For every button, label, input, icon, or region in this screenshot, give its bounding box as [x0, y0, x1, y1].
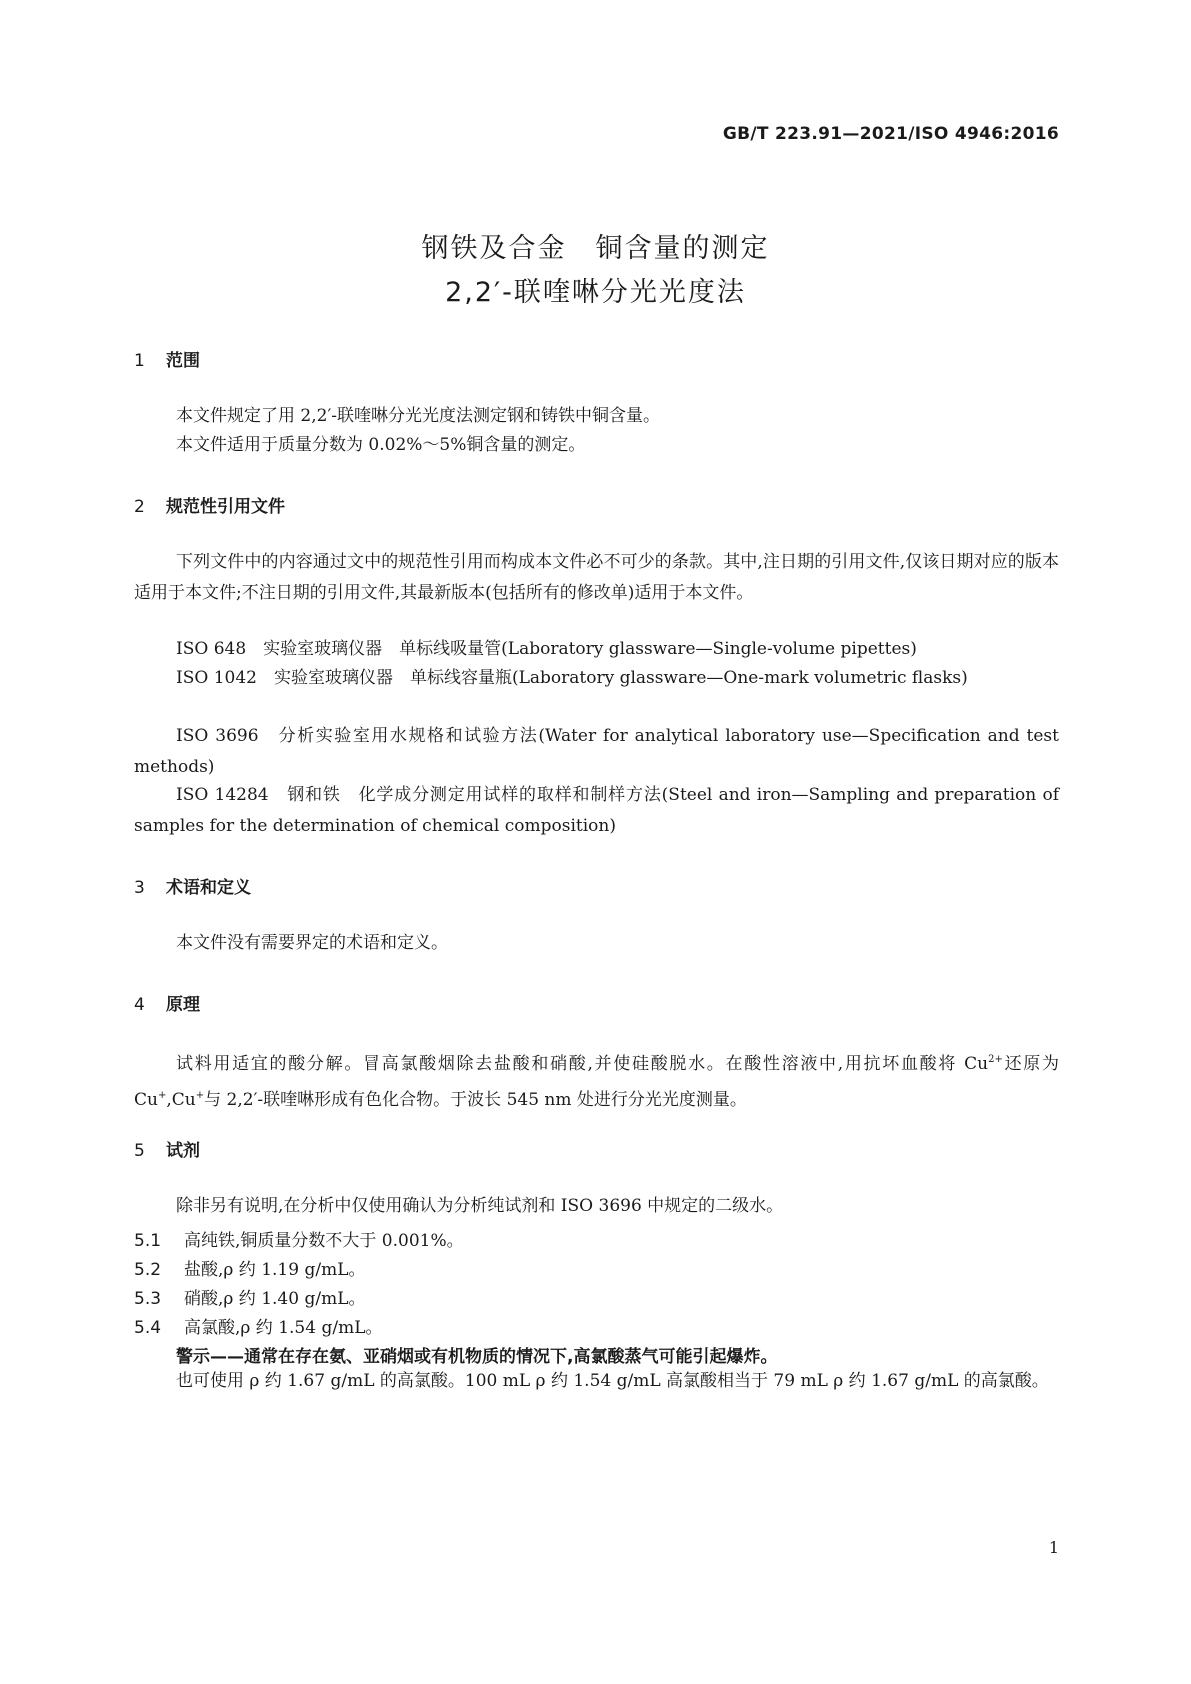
principle-text-b: 还原为 Cu: [134, 1054, 1060, 1110]
section-title: 试剂: [166, 1141, 200, 1161]
standard-code: GB/T 223.91—2021/ISO 4946:2016: [722, 124, 1059, 144]
section-3-paragraph-1: 本文件没有需要界定的术语和定义。: [176, 933, 448, 953]
section-4-heading: [134, 990, 200, 1015]
item-number: 5.4: [134, 1318, 162, 1338]
title-line-1: 钢铁及合金 铜含量的测定: [421, 233, 770, 264]
perchloric-acid-note: 也可使用 ρ 约 1.67 g/mL 的高氯酸。100 mL ρ 约 1.54 g/mL 高氯酸相当于 79 mL ρ 约 1.67 g/mL 的高氯酸。: [176, 1371, 1049, 1391]
section-title: 原理: [166, 995, 200, 1015]
section-number: 5: [134, 1141, 145, 1161]
section-number: 3: [134, 878, 145, 898]
reference-iso-1042: ISO 1042 实验室玻璃仪器 单标线容量瓶(Laboratory glassware—One-mark volumetric flasks): [176, 668, 968, 688]
section-number: 2: [134, 497, 145, 517]
section-title: 术语和定义: [166, 878, 251, 898]
reagent-item: [134, 1313, 382, 1338]
page-number: 1: [1048, 1538, 1059, 1557]
item-text: 硝酸,ρ 约 1.40 g/mL。: [184, 1289, 366, 1309]
item-number: 5.3: [134, 1289, 162, 1309]
section-5-heading: [134, 1136, 200, 1161]
reagent-item: [134, 1226, 464, 1251]
section-1-paragraph-1: 本文件规定了用 2,2′-联喹啉分光光度法测定钢和铸铁中铜含量。: [176, 406, 661, 426]
section-3-heading: [134, 873, 251, 898]
item-text: 高纯铁,铜质量分数不大于 0.001%。: [184, 1231, 464, 1251]
section-title: 规范性引用文件: [166, 497, 285, 517]
item-number: 5.2: [134, 1260, 162, 1280]
reference-iso-14284: ISO 14284 钢和铁 化学成分测定用试样的取样和制样方法(Steel and iron—Sampling and preparation of samples for the determination of chemical composition): [134, 785, 1059, 836]
item-text: 盐酸,ρ 约 1.19 g/mL。: [184, 1260, 366, 1280]
reagent-item: [134, 1255, 365, 1280]
principle-text-a: 试料用适宜的酸分解。冒高氯酸烟除去盐酸和硝酸,并使硅酸脱水。在酸性溶液中,用抗坏血酸将 Cu: [176, 1054, 989, 1074]
reagent-item: [134, 1284, 365, 1309]
section-number: 1: [134, 351, 145, 371]
reference-iso-3696: ISO 3696 分析实验室用水规格和试验方法(Water for analytical laboratory use—Specification and test methods): [134, 726, 1059, 777]
superscript-plus: +: [195, 1090, 205, 1101]
section-2-intro: 下列文件中的内容通过文中的规范性引用而构成本文件必不可少的条款。其中,注日期的引用文件,仅该日期对应的版本适用于本文件;不注日期的引用文件,其最新版本(包括所有的修改单)适用于本文件。: [134, 552, 1059, 603]
item-number: 5.1: [134, 1231, 162, 1251]
section-title: 范围: [166, 351, 200, 371]
section-2-heading: [134, 492, 285, 517]
section-1-heading: [134, 346, 200, 371]
section-5-intro: 除非另有说明,在分析中仅使用确认为分析纯试剂和 ISO 3696 中规定的二级水。: [176, 1196, 784, 1216]
item-text: 高氯酸,ρ 约 1.54 g/mL。: [184, 1318, 383, 1338]
title-line-2: 2,2′-联喹啉分光光度法: [445, 277, 746, 308]
section-4-paragraph-1: [134, 1044, 1059, 1116]
section-1-paragraph-2: 本文件适用于质量分数为 0.02%～5%铜含量的测定。: [176, 435, 586, 455]
principle-text-c: ,Cu: [166, 1090, 196, 1110]
warning-text: 警示——通常在存在氨、亚硝烟或有机物质的情况下,高氯酸蒸气可能引起爆炸。: [176, 1347, 778, 1367]
superscript-2plus: 2+: [988, 1054, 1003, 1065]
superscript-plus: +: [157, 1090, 167, 1101]
principle-text-d: 与 2,2′-联喹啉形成有色化合物。于波长 545 nm 处进行分光光度测量。: [204, 1090, 747, 1110]
reference-iso-648: ISO 648 实验室玻璃仪器 单标线吸量管(Laboratory glassware—Single-volume pipettes): [176, 639, 917, 659]
section-number: 4: [134, 995, 145, 1015]
